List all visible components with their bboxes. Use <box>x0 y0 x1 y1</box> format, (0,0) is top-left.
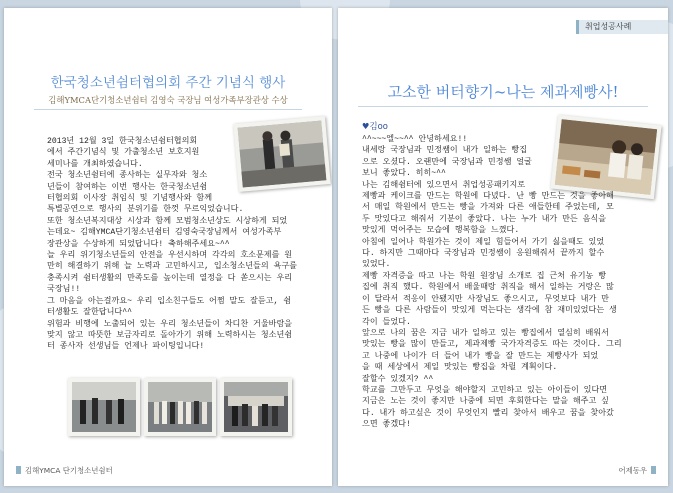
divider <box>34 109 302 110</box>
left-footer <box>12 465 113 476</box>
left-page <box>4 8 332 486</box>
ceremony-photo-1-image <box>72 382 136 432</box>
right-body-text: ^^~~~엘~~^^ 안녕하세요!! 내세랑 국장님과 민정쌤이 내가 일하는 빵집 으로 오셨다. 오랜만에 국장님과 민정쌤 얼굴 보니 좋았다. 히히~^^ 나는 김해쉼터에 있으면서 취업성공패키지로 제빵과 케이크를 만드는 학원에 다녔다. 난 빵 만드는 것을 좋아해 서 매일 학원에서 만드는 빵을 가져와 다른 애들한테 주었는데, 모 두 맛있다고 해줘서 기분이 좋았다. 나는 누가 내가 만든 음식을 맛있게 먹어주는 모습에 행복함을 느꼈다. 아침에 일어나 학원가는 것이 제일 힘들어서 가기 싫을때도 있었 다. 하지만 그때마다 국장님과 민정쌤이 응원해줘서 끝까지 할수 있었다. 제빵 자격증을 따고 나는 학원 원장님 소개로 집 근처 유기농 빵 집에 취직 했다. 학원에서 배울때랑 취직을 해서 일하는 거랑은 많 이 달라서 적응이 안됐지만 사장님도 좋으시고, 무엇보다 내가 만 든 빵을 다른 사람들이 맛있게 먹는다는 생각에 참 재미있었다는 생 각이 들었다. 앞으로 나의 꿈은 지금 내가 일하고 있는 빵집에서 열심히 배워서 맛있는 빵을 많이 만들고, 제과제빵 국가자격증도 따는 것이다. 그리 고 나중에 나이가 더 들어 내가 빵을 잘 만드는 제빵사가 되었 을 때 세상에서 제일 맛있는 빵집을 차릴 계획이다. 잘할수 있겠지? ^^ 학교를 그만두고 무엇을 해야할지 고민하고 있는 아이들이 있다면 지금은 노는 것이 좋지만 나중에 되면 후회한다는 말을 해주고 싶 다. 내가 하고싶은 것이 무엇인지 빨리 찾아서 배우고 꿈을 찾아갔 으면 좋겠다! <box>362 135 622 430</box>
left-body-text: 2013년 12월 3일 한국청소년쉼터협의회 에서 주간기념식 및 가출청소년 보호지원 세미나를 개최하였습니다. 전국 청소년쉼터에 종사하는 실무자와 청소 년들이 참여하는 이번 행사는 한국청소년쉼 터협의회 이사장 취임식 및 기념행사와 함께 특별공연으로 행사의 분위기를 한껏 무르익었습니다. 또한 청소년복지대상 시상과 함께 모범청소년상도 시상하게 되었 는데요~ 김해YMCA단기청소년쉼터 김영숙국장님께서 여성가족부 장관상을 수상하게 되었답니다! 축하해주세요~^^ 늘 우리 위기청소년들의 안전을 우선시하며 각각의 호소문제를 원 만히 해결하기 위해 늘 노력과 고민하시고, 입소청소년들의 욕구를 충족시켜 쉼터생활의 만족도를 높이는데 열정을 다 쏟으시는 우리 국장님!! 그 마음을 아는걸까요~ 우리 입소친구들도 어쩜 말도 잘듣고, 쉼 터생활도 잘한답니다^^ 위험과 비행에 노출되어 있는 우리 청소년들이 차디찬 거울바람을 맞지 않고 따뜻한 보금자리로 돌아가기 위해 노력하시는 청소년쉼 터 종사자 선생님들 언제나 파이팅입니다! <box>47 137 297 352</box>
right-footer-label: 어제동우 <box>618 466 647 475</box>
ceremony-photo-3-image <box>224 382 288 432</box>
ceremony-photo-1 <box>68 378 140 436</box>
footer-marker <box>651 466 656 474</box>
left-subtitle: 김해YMCA단기청소년쉼터 김영숙 국장님 여성가족부장관상 수상 <box>48 95 288 105</box>
right-title: 고소한 버터향기~나는 제과제빵사! <box>387 83 619 101</box>
footer-marker <box>16 466 21 474</box>
ceremony-photo-2 <box>144 378 216 436</box>
section-tab: 취업성공사례 <box>576 20 668 34</box>
divider <box>358 106 648 107</box>
right-page <box>338 8 668 486</box>
ceremony-photo-3 <box>220 378 292 436</box>
left-title: 한국청소년쉼터협의회 주간 기념식 행사 <box>50 75 286 91</box>
right-footer <box>618 465 660 476</box>
left-footer-label: 김해YMCA 단기청소년쉼터 <box>25 466 113 475</box>
ceremony-photo-2-image <box>148 382 212 432</box>
author: ♥김oo <box>362 121 388 131</box>
